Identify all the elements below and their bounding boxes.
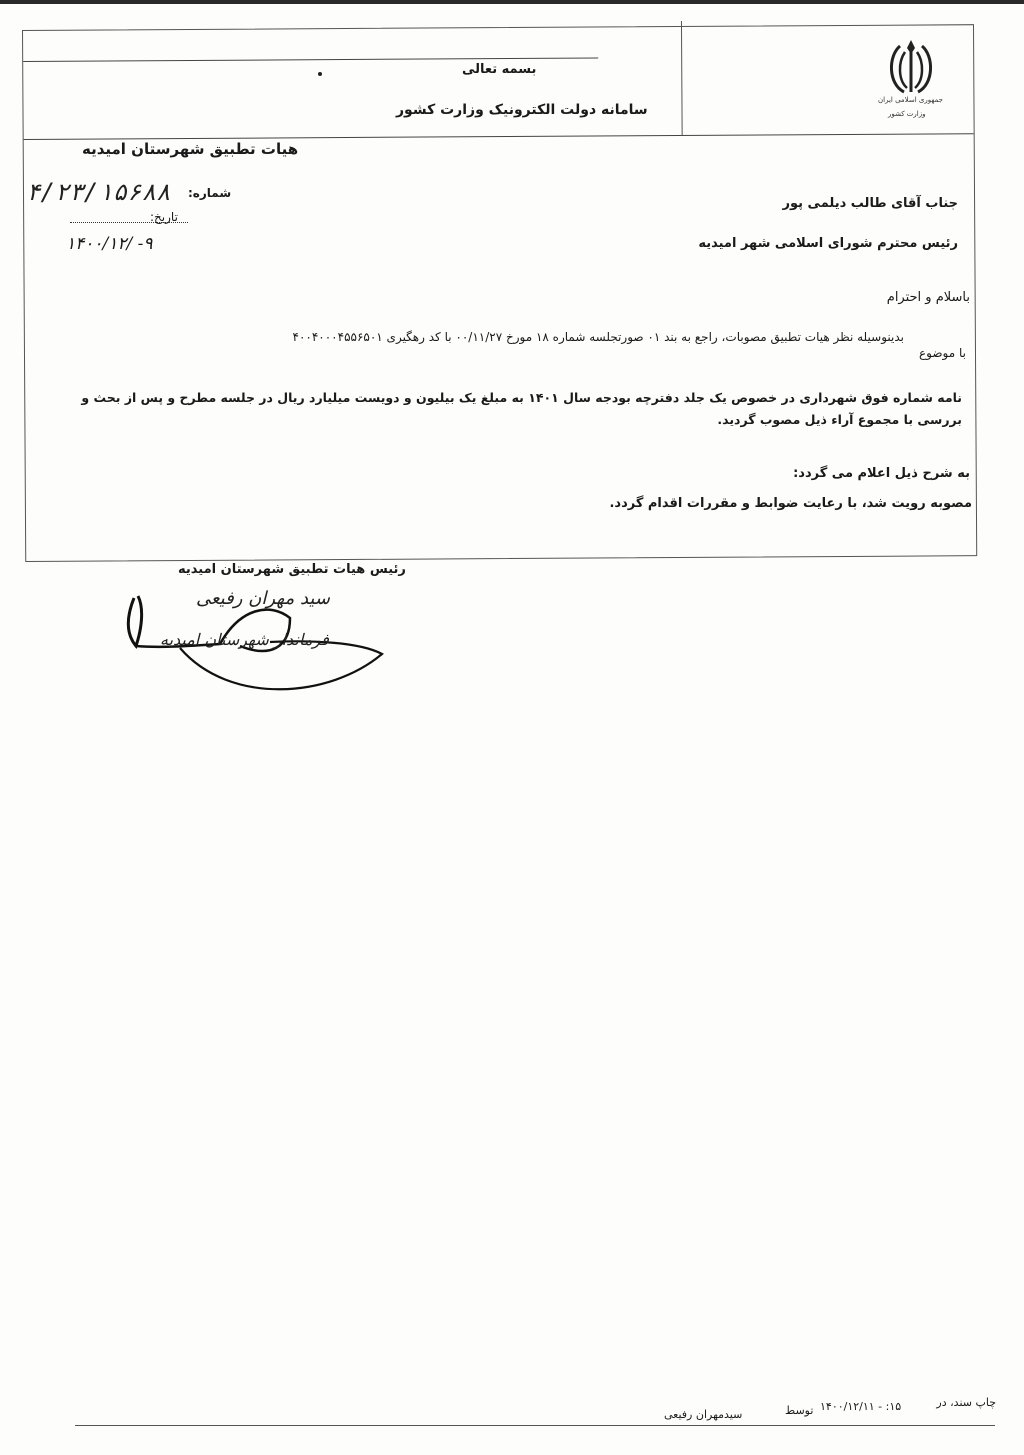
number-value: ۴/۲۳/۱۵۶۸۸ <box>26 178 171 206</box>
ink-dot <box>318 72 322 76</box>
footer-print-label: چاپ سند، در <box>936 1396 996 1409</box>
subject-label: با موضوع <box>919 346 966 360</box>
paragraph-line-2: بررسی با مجموع آراء ذیل مصوب گردید. <box>717 412 962 427</box>
emblem-caption-2: وزارت کشور <box>888 110 926 118</box>
decision-line: مصوبه رویت شد، با رعایت ضوابط و مقررات اقدام گردد. <box>609 496 972 511</box>
emblem-caption-1: جمهوری اسلامی ایران <box>878 96 943 104</box>
date-value: ۱۴۰۰/۱۲/ -۹ <box>66 234 153 254</box>
board-name: هیات تطبیق شهرستان امیدیه <box>82 140 299 158</box>
intro-line: بدینوسیله نظر هیات تطبیق مصوبات، راجع به بند ۰۱ صورتجلسه شماره ۱۸ مورخ ۰۰/۱۱/۲۷ با کد رهگیری ۴۰۰۴۰۰۰۴۵۵۶۵۰۱ <box>292 330 904 344</box>
recipient-title: رئیس محترم شورای اسلامی شهر امیدیه <box>698 236 958 251</box>
footer-rule <box>75 1425 995 1426</box>
paragraph-line-1: نامه شماره فوق شهرداری در خصوص یک جلد دفترچه بودجه سال ۱۴۰۱ به مبلغ یک بیلیون و دویست میلیارد ریال در جلسه مطرح و پس از بحث و <box>81 390 962 405</box>
header-bottom-rule <box>24 133 974 140</box>
signatory-title: رئیس هیات تطبیق شهرستان امیدیه <box>178 562 406 577</box>
header-divider <box>681 21 683 135</box>
date-label: تاریخ: <box>150 210 178 224</box>
scan-edge <box>0 0 1024 4</box>
footer-printed-by: سیدمهران رفیعی <box>664 1408 743 1421</box>
basmala: بسمه تعالی <box>462 62 537 77</box>
system-name: سامانه دولت الکترونیک وزارت کشور <box>396 102 648 118</box>
number-label: شماره: <box>188 186 232 200</box>
footer-by-label: توسط <box>785 1404 814 1417</box>
footer-print-time: ۱۵: - ۱۴۰۰/۱۲/۱۱ <box>820 1400 902 1413</box>
signature-name: سید مهران رفیعی <box>196 588 330 609</box>
iran-emblem-icon <box>876 32 946 120</box>
announce-line: به شرح ذیل اعلام می گردد: <box>793 466 970 481</box>
greeting: باسلام و احترام <box>886 290 970 305</box>
recipient-name: جناب آقای طالب دیلمی پور <box>782 196 958 211</box>
signature-role: فرماندار شهرستان امیدیه <box>160 630 329 649</box>
